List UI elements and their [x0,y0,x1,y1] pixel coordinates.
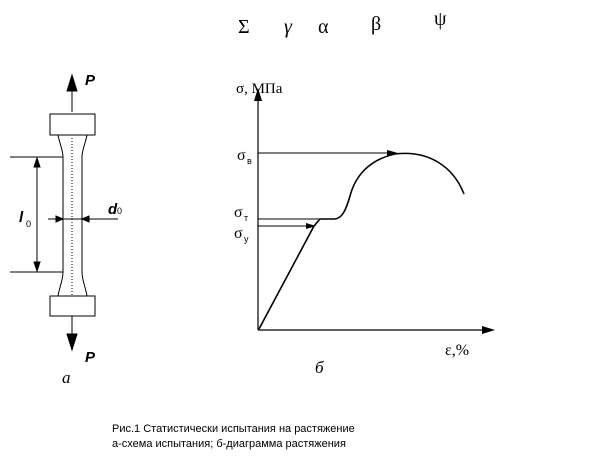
sigma-t-label: σ [234,204,243,221]
diameter-label: d [108,201,118,218]
diameter-subscript: 0 [117,206,123,216]
specimen-scheme [10,75,118,350]
caption-line-2: а-схема испытания; б-диаграмма растяжения [112,438,346,450]
force-label-bottom: P [85,349,96,366]
sigma-v-subscript: в [247,156,252,166]
caption-line-1: Рис.1 Статистически испытания на растяжение [112,423,355,435]
sigma-u-subscript: у [244,234,249,244]
l0-arrow-bottom [34,262,40,271]
symbol-gamma: γ [284,16,292,38]
bottom-shoulder [58,272,87,296]
l0-arrow-top [34,158,40,167]
bottom-grip [50,296,95,316]
top-force-arrow-head [67,75,77,91]
stress-strain-diagram [254,88,495,334]
symbol-psi: ψ [434,8,447,30]
length-label: l [19,209,24,226]
panel-label-a: а [62,368,71,387]
top-grip [50,114,95,135]
y-axis-label: σ, МПа [236,81,283,97]
sigma-v-label: σ [237,147,246,164]
x-axis-arrow [482,326,495,334]
greek-symbols-row [238,8,447,38]
bottom-force-arrow-head [67,334,77,350]
d0-arrow-right [82,216,89,222]
force-label-top: P [85,72,96,89]
symbol-alpha: α [318,16,329,38]
tensile-curve [259,153,464,329]
d0-arrow-left [56,216,63,222]
panel-label-b: б [315,358,324,377]
length-subscript: 0 [26,219,32,229]
symbol-sigma-upper: Σ [238,16,250,38]
sigma-t-subscript: т [244,213,249,223]
x-axis-label: ε,% [445,342,470,359]
diagram-labels [234,81,469,377]
symbol-beta: β [371,13,382,35]
sigma-u-label: σ [234,225,243,242]
figure-caption [112,422,355,452]
sigma-u-arrowhead [306,223,316,229]
